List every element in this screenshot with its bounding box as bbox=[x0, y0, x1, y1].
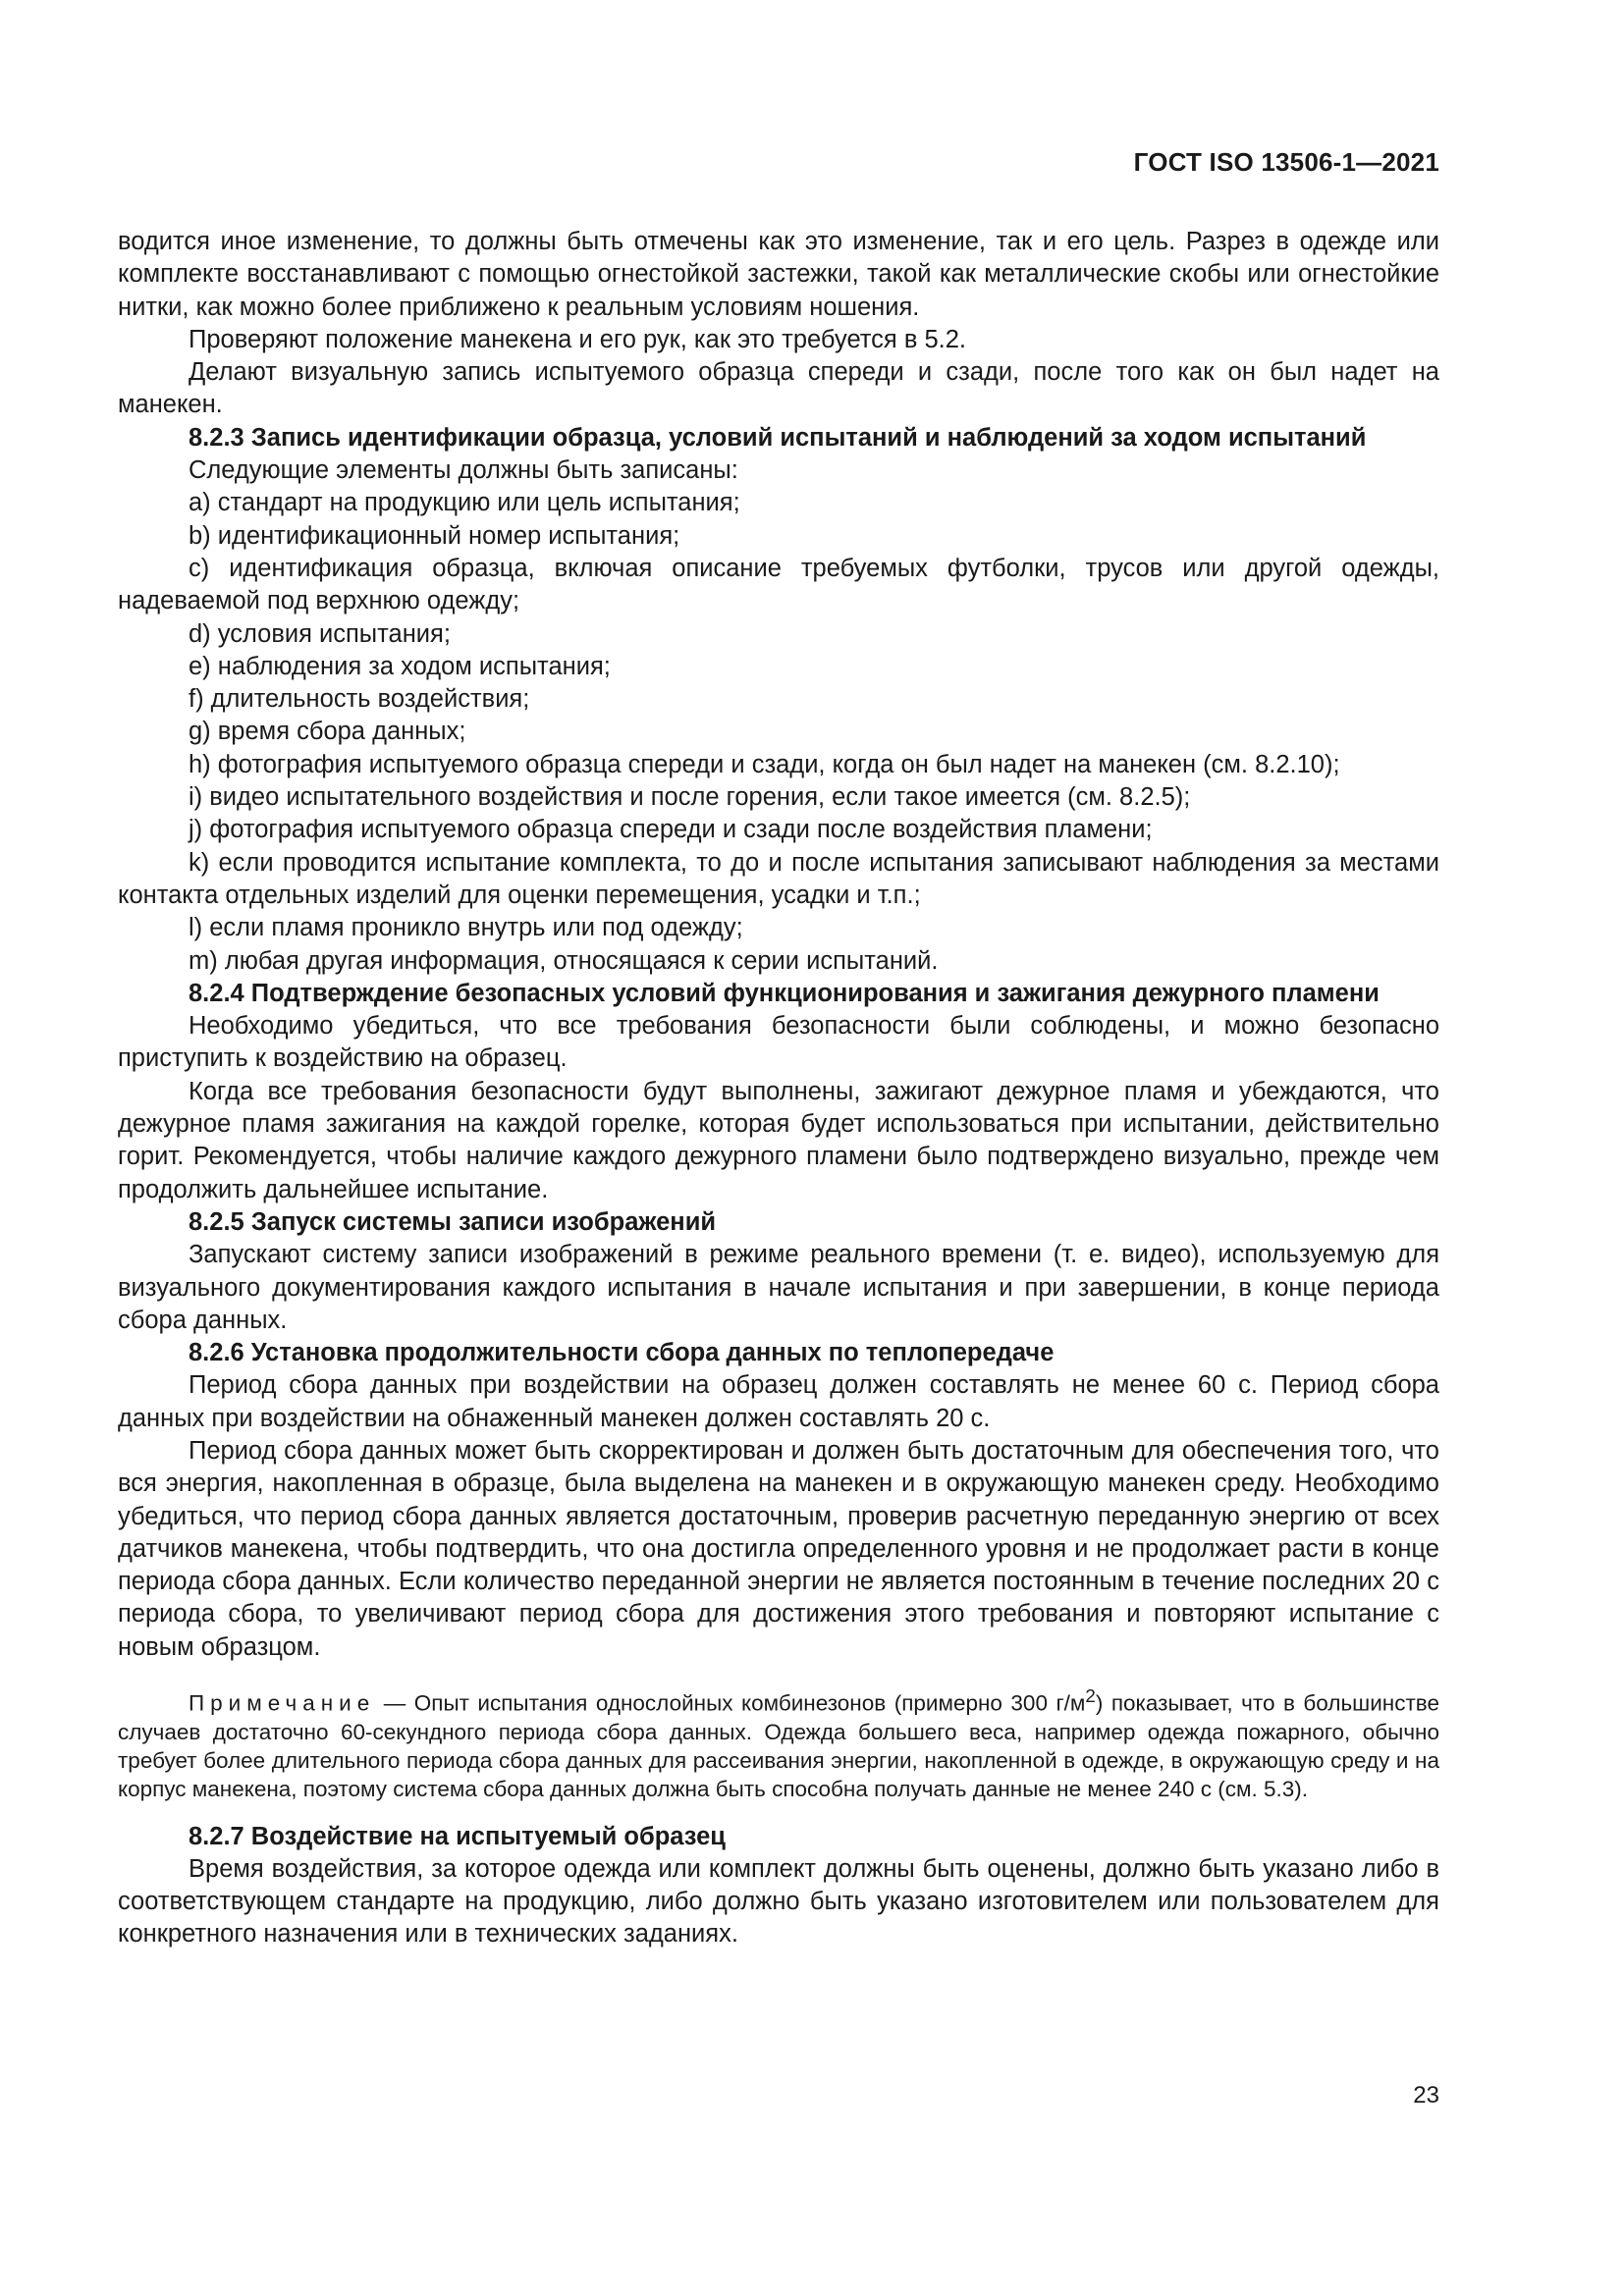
section-heading-8-2-4: 8.2.4 Подтверждение безопасных условий функционирования и зажигания дежурного пламени bbox=[189, 979, 1380, 1007]
page-number: 23 bbox=[1413, 2082, 1439, 2109]
paragraph: водится иное изменение, то должны быть отмечены как это изменение, так и его цель. Разрез в одежде или комплекте восстанавливают с помощью огнестойкой застежки, такой как металлические скобы или огнестойкие нитки, как можно более приближено к реальным условиям ношения. bbox=[118, 228, 1439, 321]
note-superscript: 2 bbox=[1085, 1685, 1096, 1707]
paragraph: Период сбора данных может быть скорректирован и должен быть достаточным для обеспечения того, что вся энергия, накопленная в образце, была выделена на манекен и в окружающую манекен среду. Необходимо убедиться, что период сбора данных является достаточным, проверив расчетную переданную энергию от всех датчиков манекена, чтобы подтвердить, что она достигла определенного уровня и не продолжает расти в конце периода сбора данных. Если количество переданной энергии не является постоянным в течение последних 20 с периода сбора, то увеличивают период сбора для достижения этого требования и повторяют испытание с новым образцом. bbox=[118, 1436, 1439, 1661]
note-label: Примечание bbox=[189, 1690, 376, 1716]
paragraph: Когда все требования безопасности будут выполнены, зажигают дежурное пламя и убеждаются, что дежурное пламя зажигания на каждой горелке, которая будет использоваться при испытании, действительно горит. Рекомендуется, чтобы наличие каждого дежурного пламени было подтверждено визуально, прежде чем продолжить дальнейшее испытание. bbox=[118, 1077, 1439, 1203]
list-item: b) идентификационный номер испытания; bbox=[189, 521, 680, 550]
paragraph: Необходимо убедиться, что все требования безопасности были соблюдены, и можно безопасно приступить к воздействию на образец. bbox=[118, 1012, 1439, 1073]
list-item: g) время сбора данных; bbox=[189, 718, 466, 746]
section-heading-8-2-5: 8.2.5 Запуск системы записи изображений bbox=[189, 1207, 717, 1236]
list-item: j) фотография испытуемого образца спереди и сзади после воздействия пламени; bbox=[189, 816, 1153, 844]
note-paragraph bbox=[118, 1682, 1439, 1803]
paragraph: Проверяют положение манекена и его рук, как это требуется в 5.2. bbox=[189, 325, 966, 353]
paragraph: Запускают систему записи изображений в режиме реального времени (т. е. видео), используемую для визуального документирования каждого испытания в начале испытания и при завершении, в конце периода сбора данных. bbox=[118, 1241, 1439, 1334]
document-code-header: ГОСТ ISO 13506-1—2021 bbox=[1133, 147, 1439, 177]
note-text-end: ) показывает, что в большинстве случаев достаточно 60-секундного периода сбора данных. Одежда большего веса, например одежда пожарного, обычно требует более длительного периода сбора данных для рассеивания энергии, накопленной в одежде, в окружающую среду и на корпус манекена, поэтому система сбора данных должна быть способна получать данные не менее 240 с (см. 5.3). bbox=[118, 1690, 1439, 1801]
list-item: h) фотография испытуемого образца спереди и сзади, когда он был надет на манекен (см. 8.2.10); bbox=[189, 750, 1340, 778]
list-item: m) любая другая информация, относящаяся к серии испытаний. bbox=[189, 946, 939, 975]
list-item: i) видео испытательного воздействия и после горения, если такое имеется (см. 8.2.5); bbox=[189, 783, 1191, 812]
paragraph: Время воздействия, за которое одежда или комплект должны быть оценены, должно быть указано либо в соответствующем стандарте на продукцию, либо должно быть указано изготовителем или пользователем для конкретного назначения или в технических заданиях. bbox=[118, 1854, 1439, 1949]
list-item: d) условия испытания; bbox=[189, 619, 451, 648]
list-item: k) если проводится испытание комплекта, то до и после испытания записывают наблюдения за местами контакта отдельных изделий для оценки перемещения, усадки и т.п.; bbox=[118, 848, 1439, 909]
list-item: f) длительность воздействия; bbox=[189, 685, 530, 714]
paragraph: Период сбора данных при воздействии на образец должен составлять не менее 60 с. Период сбора данных при воздействии на обнаженный манекен должен составлять 20 с. bbox=[118, 1371, 1439, 1432]
list-item: a) стандарт на продукцию или цель испытания; bbox=[189, 489, 740, 517]
note-text-start: — Опыт испытания однослойных комбинезонов (примерно 300 г/м bbox=[375, 1690, 1086, 1716]
list-item: l) если пламя проникло внутрь или под одежду; bbox=[189, 914, 743, 942]
body-text bbox=[118, 226, 1439, 1951]
paragraph: Делают визуальную запись испытуемого образца спереди и сзади, после того как он был надет на манекен. bbox=[118, 358, 1439, 419]
section-heading-8-2-7: 8.2.7 Воздействие на испытуемый образец bbox=[189, 1822, 726, 1850]
section-heading-8-2-3: 8.2.3 Запись идентификации образца, условий испытаний и наблюдений за ходом испытаний bbox=[189, 423, 1367, 452]
paragraph: Следующие элементы должны быть записаны: bbox=[189, 456, 738, 485]
list-item: e) наблюдения за ходом испытания; bbox=[189, 652, 611, 680]
list-item: c) идентификация образца, включая описание требуемых футболки, трусов или другой одежды, надеваемой под верхнюю одежду; bbox=[118, 554, 1439, 615]
section-heading-8-2-6: 8.2.6 Установка продолжительности сбора данных по теплопередаче bbox=[189, 1339, 1055, 1367]
